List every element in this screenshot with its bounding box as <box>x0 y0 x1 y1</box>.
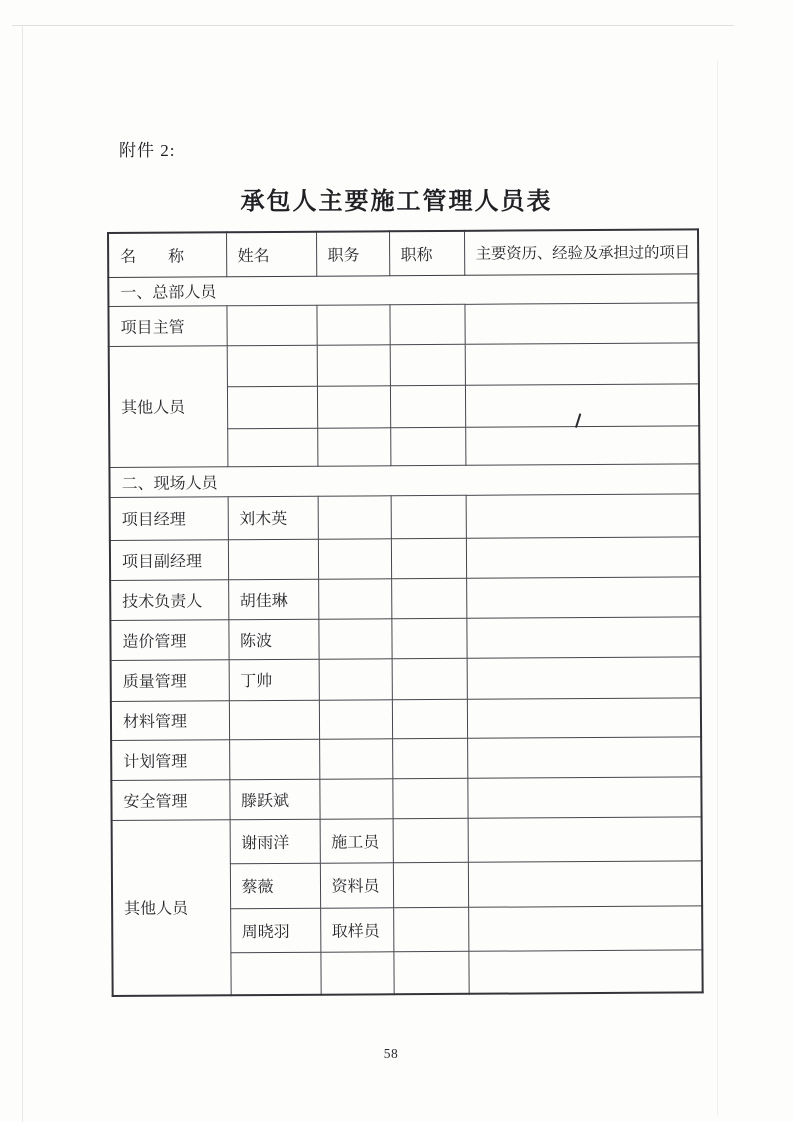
header-col-duty: 职务 <box>316 231 389 275</box>
cell-person-name <box>226 305 316 346</box>
cell-role: 技术负责人 <box>110 579 228 620</box>
table-row <box>111 656 701 701</box>
section-label: 一、总部人员 <box>108 273 698 306</box>
cell-title <box>391 578 466 618</box>
cell-experience <box>466 616 700 657</box>
section-row <box>108 273 698 306</box>
cell-person-name: 谢雨洋 <box>230 819 320 864</box>
cell-person-name: 胡佳琳 <box>228 579 318 620</box>
header-col-role: 名 称 <box>108 232 226 277</box>
cell-duty: 资料员 <box>320 862 393 907</box>
table-row <box>111 736 701 780</box>
cell-duty <box>317 385 390 427</box>
table-row <box>109 342 699 387</box>
cell-person-name <box>230 952 320 996</box>
cell-experience <box>466 493 700 537</box>
cell-experience <box>466 536 700 577</box>
cell-experience <box>468 816 702 861</box>
cell-duty <box>317 344 390 385</box>
cell-title <box>392 778 467 818</box>
cell-title <box>393 907 468 951</box>
cell-title <box>390 344 465 385</box>
section-row <box>109 463 699 497</box>
attachment-label: 附件 2: <box>119 141 176 160</box>
section-label: 二、现场人员 <box>109 463 699 497</box>
cell-experience <box>464 302 698 343</box>
cell-experience <box>468 860 702 906</box>
cell-title <box>390 427 465 465</box>
cell-duty <box>316 304 389 344</box>
cell-person-name <box>229 739 319 780</box>
cell-role: 项目经理 <box>110 496 228 540</box>
cell-person-name <box>227 345 317 387</box>
cell-title <box>392 738 467 778</box>
cell-title <box>392 658 467 699</box>
cell-role-group: 其他人员 <box>109 345 228 467</box>
table-body <box>108 273 702 996</box>
cell-experience <box>467 656 701 698</box>
cell-title <box>393 818 468 862</box>
cell-duty <box>318 618 391 658</box>
cell-experience <box>467 736 701 777</box>
header-col-person-name: 姓名 <box>226 232 316 277</box>
cell-person-name <box>227 386 317 429</box>
cell-duty <box>317 427 390 465</box>
cell-experience <box>465 425 699 464</box>
header-col-title: 职称 <box>389 231 464 275</box>
table-row <box>111 697 701 740</box>
cell-role: 材料管理 <box>111 700 229 740</box>
table-row <box>108 302 698 346</box>
cell-title <box>389 304 464 344</box>
cell-role-group: 其他人员 <box>112 819 231 996</box>
cell-title <box>391 538 466 578</box>
cell-duty <box>320 951 393 994</box>
cell-title <box>393 862 468 907</box>
cell-experience <box>466 576 700 617</box>
page-title: 承包人主要施工管理人员表 <box>240 189 553 215</box>
cell-role: 计划管理 <box>111 739 229 780</box>
cell-person-name: 刘木英 <box>228 496 318 540</box>
personnel-table-wrapper <box>107 228 704 997</box>
cell-role: 项目主管 <box>108 305 226 346</box>
paper-edge-right <box>717 60 718 1115</box>
cell-title <box>393 951 468 994</box>
cell-person-name: 蔡薇 <box>230 863 320 909</box>
cell-experience <box>468 949 702 993</box>
cell-role: 安全管理 <box>111 779 229 820</box>
cell-duty <box>319 778 392 818</box>
cell-duty <box>319 699 392 738</box>
cell-title <box>391 495 466 538</box>
table-row <box>110 493 700 540</box>
cell-title <box>391 618 466 658</box>
cell-experience <box>465 342 699 384</box>
cell-person-name <box>228 539 318 580</box>
personnel-table <box>107 228 704 997</box>
page-number: 58 <box>383 1046 399 1061</box>
cell-duty <box>318 495 391 538</box>
paper-edge-top <box>12 25 734 26</box>
cell-person-name: 滕跃斌 <box>229 779 319 820</box>
cell-title <box>392 699 467 738</box>
cell-duty: 施工员 <box>320 818 393 862</box>
cell-person-name <box>229 700 319 740</box>
cell-duty: 取样员 <box>320 907 393 951</box>
cell-person-name: 周晓羽 <box>230 908 320 953</box>
cell-duty <box>318 578 391 618</box>
cell-experience <box>467 776 701 817</box>
cell-duty <box>319 738 392 778</box>
header-col-experience: 主要资历、经验及承担过的项目 <box>464 229 698 274</box>
table-row <box>111 776 701 820</box>
cell-experience <box>468 905 702 950</box>
cell-person-name: 丁帅 <box>229 659 319 701</box>
cell-role: 项目副经理 <box>110 539 228 580</box>
cell-role: 质量管理 <box>111 659 229 701</box>
table-row <box>110 576 700 620</box>
cell-duty <box>319 658 392 699</box>
table-row <box>110 616 700 660</box>
cell-person-name: 陈波 <box>228 619 318 660</box>
cell-duty <box>318 538 391 578</box>
table-header-row <box>108 229 698 277</box>
table-row <box>112 816 702 864</box>
cell-experience <box>465 383 699 426</box>
cell-role: 造价管理 <box>110 619 228 660</box>
cell-experience <box>467 697 701 737</box>
cell-person-name <box>227 428 317 467</box>
cell-title <box>390 385 465 427</box>
table-row <box>110 536 700 580</box>
